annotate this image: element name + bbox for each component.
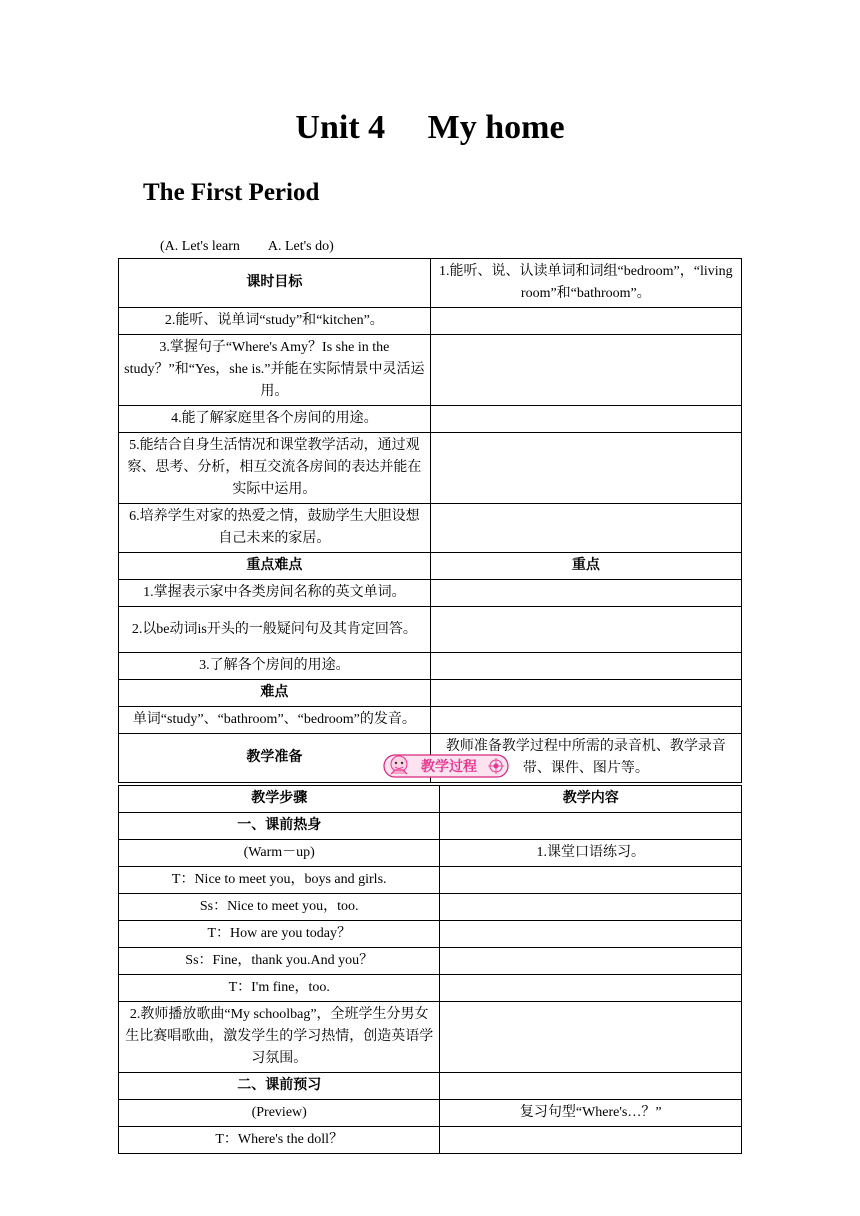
goal-6: 6.培养学生对家的热爱之情，鼓励学生大胆设想自己未来的家居。 bbox=[119, 504, 431, 553]
step-row-left: T：How are you today？ bbox=[119, 921, 440, 948]
step-row-left: 一、课前热身 bbox=[119, 813, 440, 840]
key-difficult-label: 重点难点 bbox=[119, 553, 431, 580]
goal-3: 3.掌握句子“Where's Amy？Is she in the study？”和“Yes，she is.”并能在实际情景中灵活运用。 bbox=[119, 335, 431, 406]
step-row-right bbox=[440, 894, 742, 921]
empty-cell bbox=[430, 707, 741, 734]
goal-4: 4.能了解家庭里各个房间的用途。 bbox=[119, 406, 431, 433]
teaching-process-table bbox=[118, 785, 742, 1154]
step-row-right bbox=[440, 975, 742, 1002]
key-point-1: 1.掌握表示家中各类房间名称的英文单词。 bbox=[119, 580, 431, 607]
empty-cell bbox=[430, 308, 741, 335]
empty-cell bbox=[430, 406, 741, 433]
empty-cell bbox=[430, 580, 741, 607]
goal-5: 5.能结合自身生活情况和课堂教学活动，通过观察、思考、分析，相互交流各房间的表达并能在实际中运用。 bbox=[119, 433, 431, 504]
step-row-left: (Warm－up) bbox=[119, 840, 440, 867]
step-row-right bbox=[440, 948, 742, 975]
difficult-points-label: 难点 bbox=[119, 680, 431, 707]
empty-cell bbox=[430, 433, 741, 504]
step-row-right bbox=[440, 1127, 742, 1154]
preparation-content: 教师准备教学过程中所需的录音机、教学录音带、课件、图片等。 bbox=[430, 734, 741, 783]
key-point-2: 2.以be动词is开头的一般疑问句及其肯定回答。 bbox=[119, 607, 431, 653]
cartoon-figure-icon bbox=[391, 756, 407, 774]
preparation-label: 教学准备 bbox=[119, 734, 431, 783]
step-row-right bbox=[440, 1002, 742, 1073]
step-row-left: 2.教师播放歌曲“My schoolbag”，全班学生分男女生比赛唱歌曲，激发学生的学习热情，创造英语学习氛围。 bbox=[119, 1002, 440, 1073]
key-point-3: 3.了解各个房间的用途。 bbox=[119, 653, 431, 680]
difficult-point-1: 单词“study”、“bathroom”、“bedroom”的发音。 bbox=[119, 707, 431, 734]
step-row-left: T：Nice to meet you，boys and girls. bbox=[119, 867, 440, 894]
goal-2: 2.能听、说单词“study”和“kitchen”。 bbox=[119, 308, 431, 335]
step-row-left: T：Where's the doll？ bbox=[119, 1127, 440, 1154]
banner-label: 教学过程 bbox=[421, 759, 477, 775]
step-row-right: 复习句型“Where's…？” bbox=[440, 1100, 742, 1127]
step-row-right bbox=[440, 1073, 742, 1100]
step-row-left: T：I'm fine，too. bbox=[119, 975, 440, 1002]
step-row-left: Ss：Nice to meet you，too. bbox=[119, 894, 440, 921]
empty-cell bbox=[430, 680, 741, 707]
lesson-parts-note: (A. Let's learn A. Let's do) bbox=[160, 239, 334, 254]
goal-1: 1.能听、说、认读单词和词组“bedroom”，“living room”和“bathroom”。 bbox=[430, 259, 741, 308]
key-points-label: 重点 bbox=[430, 553, 741, 580]
step-row-left: (Preview) bbox=[119, 1100, 440, 1127]
step-row-left: 二、课前预习 bbox=[119, 1073, 440, 1100]
page-title: Unit 4 My home bbox=[295, 109, 565, 146]
lesson-goals-table bbox=[118, 258, 742, 783]
step-row-right bbox=[440, 921, 742, 948]
step-row-right bbox=[440, 813, 742, 840]
empty-cell bbox=[430, 607, 741, 653]
step-row-right bbox=[440, 867, 742, 894]
content-header: 教学内容 bbox=[440, 786, 742, 813]
steps-header: 教学步骤 bbox=[119, 786, 440, 813]
empty-cell bbox=[430, 504, 741, 553]
step-row-left: Ss：Fine，thank you.And you？ bbox=[119, 948, 440, 975]
goals-label: 课时目标 bbox=[119, 259, 431, 308]
period-subtitle: The First Period bbox=[143, 179, 320, 206]
empty-cell bbox=[430, 335, 741, 406]
teaching-process-banner bbox=[383, 752, 509, 780]
step-row-right: 1.课堂口语练习。 bbox=[440, 840, 742, 867]
empty-cell bbox=[430, 653, 741, 680]
